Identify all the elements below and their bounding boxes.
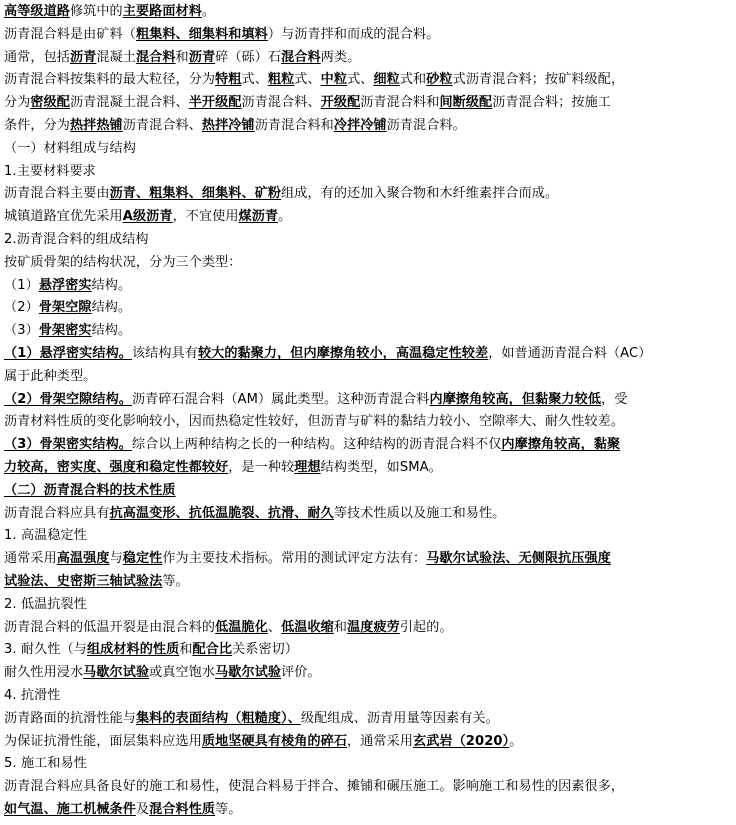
asphalt-grade-line: 城镇道路宜优先采用A级沥青，不宜使用煤沥青。	[4, 209, 292, 225]
definition-line: 沥青混合料是由矿料（粗集料、细集料和填料）与沥青拌和而成的混合料。	[4, 26, 440, 42]
classification-line-1: 沥青混合料按集料的最大粒径，分为特粗式、粗粒式、中粒式、细粒式和砂粒式沥青混合料；按矿料级配，	[4, 72, 625, 88]
paragraph: 沥青混合料应具备良好的施工和易性，使混合料易于拌合、摊铺和碾压施工。影响施工和易性的因素很多，	[4, 779, 625, 795]
subheading: 1. 高温稳定性	[4, 528, 87, 544]
high-temp-line-2: 试验法、史密斯三轴试验法等。	[4, 573, 189, 589]
high-temp-line-1: 通常采用高温强度与稳定性作为主要技术指标。常用的测试评定方法有：马歇尔试验法、无侧限抗压强度	[4, 551, 611, 567]
skid-line-1: 沥青路面的抗滑性能与集料的表面结构（粗糙度）、级配组成、沥青用量等因素有关。	[4, 710, 499, 726]
emphasis: 主要路面材料	[122, 4, 202, 19]
skid-line-2: 为保证抗滑性能，面层集料应选用质地坚硬具有棱角的碎石，通常采用玄武岩（2020）。	[4, 733, 523, 749]
intro-line: 高等级道路修筑中的主要路面材料。	[4, 4, 216, 19]
section-heading-1: （一）材料组成与结构	[4, 140, 136, 156]
durability-line: 耐久性用浸水马歇尔试验或真空饱水马歇尔试验评价。	[4, 665, 321, 681]
paragraph: 沥青材料性质的变化影响较小，因而热稳定性较好，但沥青与矿料的黏结力较小、空隙率大、耐久性较差。	[4, 414, 625, 430]
classification-line-3: 条件，分为热拌热铺沥青混合料、热拌冷铺沥青混合料和冷拌冷铺沥青混合料。	[4, 117, 466, 133]
structure-2-line: （2）骨架空隙结构。沥青碎石混合料（AM）属此类型。这种沥青混合料内摩擦角较高，但黏聚力较低，受	[4, 391, 628, 407]
subheading: 5. 施工和易性	[4, 756, 87, 772]
structure-3-line-2: 力较高，密实度、强度和稳定性都较好，是一种较理想结构类型，如SMA。	[4, 459, 442, 475]
section-heading-2: （二）沥青混合料的技术性质	[4, 482, 176, 498]
materials-line: 沥青混合料主要由沥青、粗集料、细集料、矿粉组成，有的还加入聚合物和木纤维素拌合而成。	[4, 186, 559, 202]
structure-3-line: （3）骨架密实结构。综合以上两种结构之长的一种结构。这种结构的沥青混合料不仅内摩擦角较高，黏聚	[4, 437, 621, 453]
workability-line: 如气温、施工机械条件及混合料性质等。	[4, 801, 242, 817]
list-item: （1）悬浮密实结构。	[4, 277, 132, 293]
list-item: （3）骨架密实结构。	[4, 323, 132, 339]
subheading: 2.沥青混合料的组成结构	[4, 231, 149, 247]
types-line: 通常，包括沥青混凝土混合料和沥青碎（砾）石混合料两类。	[4, 49, 361, 65]
durability-heading: 3. 耐久性（与组成材料的性质和配合比关系密切）	[4, 642, 299, 658]
paragraph: 按矿质骨架的结构状况，分为三个类型：	[4, 254, 242, 270]
subheading: 2. 低温抗裂性	[4, 596, 87, 612]
classification-line-2: 分为密级配沥青混凝土混合料、半开级配沥青混合料、开级配沥青混合料和间断级配沥青混合料；按施工	[4, 95, 611, 111]
low-temp-line: 沥青混合料的低温开裂是由混合料的低温脆化、低温收缩和温度疲劳引起的。	[4, 619, 453, 635]
paragraph: 属于此种类型。	[4, 368, 97, 384]
properties-line: 沥青混合料应具有抗高温变形、抗低温脆裂、抗滑、耐久等技术性质以及施工和易性。	[4, 505, 506, 521]
structure-1-line: （1）悬浮密实结构。该结构具有较大的黏聚力，但内摩擦角较小，高温稳定性较差，如普通沥青混合料（AC）	[4, 345, 652, 361]
emphasis: 高等级道路	[4, 4, 70, 19]
subheading: 4. 抗滑性	[4, 687, 61, 703]
subheading: 1.主要材料要求	[4, 163, 96, 179]
list-item: （2）骨架空隙结构。	[4, 300, 132, 316]
